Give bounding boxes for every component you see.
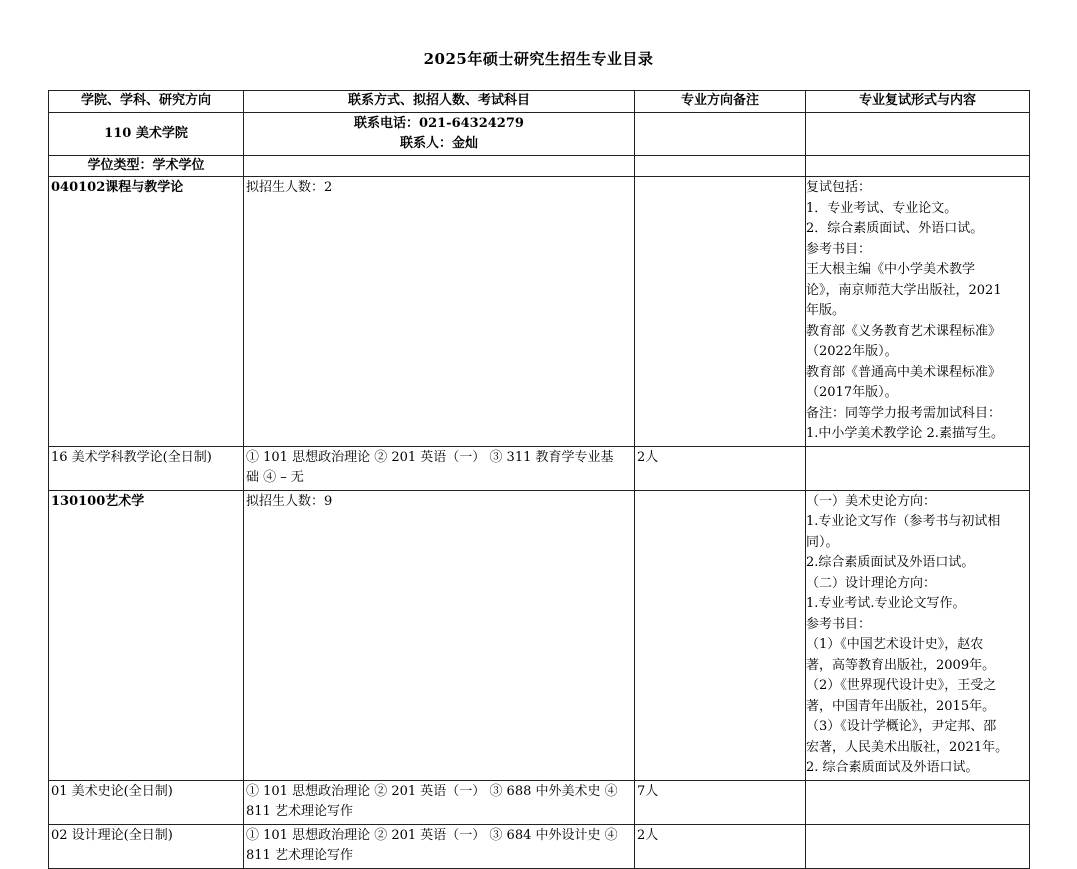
- retest-line: 著，中国青年出版社，2015年。: [806, 698, 996, 714]
- subject-cell: 16 美术学科教学论(全日制): [49, 446, 244, 490]
- header-college-subject: 学院、学科、研究方向: [49, 91, 244, 113]
- plan-line: 811 艺术理论写作: [246, 804, 353, 819]
- plan-cell: [244, 446, 635, 490]
- retest-cell: [806, 490, 1030, 780]
- degree-type-row: [49, 156, 1030, 177]
- header-contact-exam: 联系方式、拟招人数、考试科目: [244, 91, 635, 113]
- contact-person: 联系人：金灿: [399, 136, 478, 151]
- plan-line: ① 101 思想政治理论 ② 201 英语（一） ③ 311 教育学专业基: [246, 449, 614, 465]
- document-title: 2025年硕士研究生招生专业目录: [423, 50, 654, 68]
- retest-line: 教育部《普通高中美术课程标准》: [806, 364, 1002, 380]
- retest-line: 年版。: [806, 303, 846, 318]
- plan-line: ① 101 思想政治理论 ② 201 英语（一） ③ 688 中外美术史 ④: [246, 783, 618, 799]
- retest-cell: [806, 446, 1030, 490]
- table-row: [49, 446, 1030, 490]
- retest-line: 2．综合素质面试、外语口试。: [806, 221, 984, 236]
- retest-line: （2）《世界现代设计史》，王受之: [806, 678, 997, 693]
- retest-line: （3）《设计学概论》，尹定邦、邵: [806, 719, 997, 734]
- header-direction-note: 专业方向备注: [635, 91, 806, 113]
- note-cell: [635, 177, 806, 447]
- college-contact: [244, 113, 635, 156]
- retest-line: 参考书目：: [806, 616, 872, 632]
- note-cell: [635, 490, 806, 780]
- retest-line: 2.综合素质面试及外语口试。: [806, 555, 975, 570]
- retest-line: 复试包括：: [806, 180, 872, 195]
- retest-line: （2022年版）。: [806, 344, 898, 359]
- note-cell: 2人: [635, 446, 806, 490]
- note-cell: 7人: [635, 780, 806, 824]
- contact-phone: 联系电话：021-64324279: [354, 116, 524, 131]
- table-row: [49, 780, 1030, 824]
- retest-line: 教育部《义务教育艺术课程标准》: [806, 323, 1002, 339]
- college-row: [49, 113, 1030, 156]
- plan-line: 础 ④ – 无: [246, 470, 304, 485]
- subject-cell: 040102课程与教学论: [49, 177, 244, 447]
- retest-line: （2017年版）。: [806, 385, 898, 400]
- plan-cell: 拟招生人数：9: [244, 490, 635, 780]
- table-row: [49, 177, 1030, 447]
- note-cell: 2人: [635, 824, 806, 868]
- table-row: [49, 490, 1030, 780]
- retest-cell: [806, 177, 1030, 447]
- subject-cell: 02 设计理论(全日制): [49, 824, 244, 868]
- retest-line: 1.中小学美术教学论 2.素描写生。: [806, 426, 1004, 441]
- college-name: 110 美术学院: [49, 113, 244, 156]
- retest-line: （1）《中国艺术设计史》，赵农: [806, 637, 984, 652]
- subject-cell: 130100艺术学: [49, 490, 244, 780]
- retest-line: 论》，南京师范大学出版社，2021: [806, 282, 1002, 298]
- degree-empty-2: [244, 156, 635, 177]
- plan-cell: 拟招生人数：2: [244, 177, 635, 447]
- retest-line: 1．专业考试、专业论文。: [806, 200, 958, 216]
- plan-cell: [244, 824, 635, 868]
- retest-line: 1.专业论文写作（参考书与初试相: [806, 514, 1001, 529]
- retest-cell: [806, 780, 1030, 824]
- retest-line: 王大根主编《中小学美术教学: [806, 262, 976, 277]
- catalog-table: [48, 90, 1030, 869]
- table-header-row: [49, 91, 1030, 113]
- retest-line: 2. 综合素质面试及外语口试。: [806, 760, 979, 775]
- header-retest: 专业复试形式与内容: [806, 91, 1030, 113]
- plan-line: ① 101 思想政治理论 ② 201 英语（一） ③ 684 中外设计史 ④: [246, 827, 618, 843]
- college-note-empty: [635, 113, 806, 156]
- table-row: [49, 824, 1030, 868]
- subject-cell: 01 美术史论(全日制): [49, 780, 244, 824]
- retest-line: 备注：同等学力报考需加试科目：: [806, 405, 1002, 421]
- retest-line: （一）美术史论方向：: [806, 493, 937, 509]
- college-retest-empty: [806, 113, 1030, 156]
- retest-cell: [806, 824, 1030, 868]
- retest-line: 同）。: [806, 534, 839, 550]
- degree-empty-4: [806, 156, 1030, 177]
- retest-line: 参考书目：: [806, 241, 872, 257]
- retest-line: 著，高等教育出版社，2009年。: [806, 657, 996, 673]
- retest-line: （二）设计理论方向：: [806, 575, 937, 591]
- plan-line: 811 艺术理论写作: [246, 848, 353, 863]
- degree-type: 学位类型：学术学位: [49, 156, 244, 177]
- retest-line: 宏著，人民美术出版社，2021年。: [806, 739, 1009, 755]
- plan-cell: [244, 780, 635, 824]
- retest-line: 1.专业考试.专业论文写作。: [806, 596, 966, 611]
- degree-empty-3: [635, 156, 806, 177]
